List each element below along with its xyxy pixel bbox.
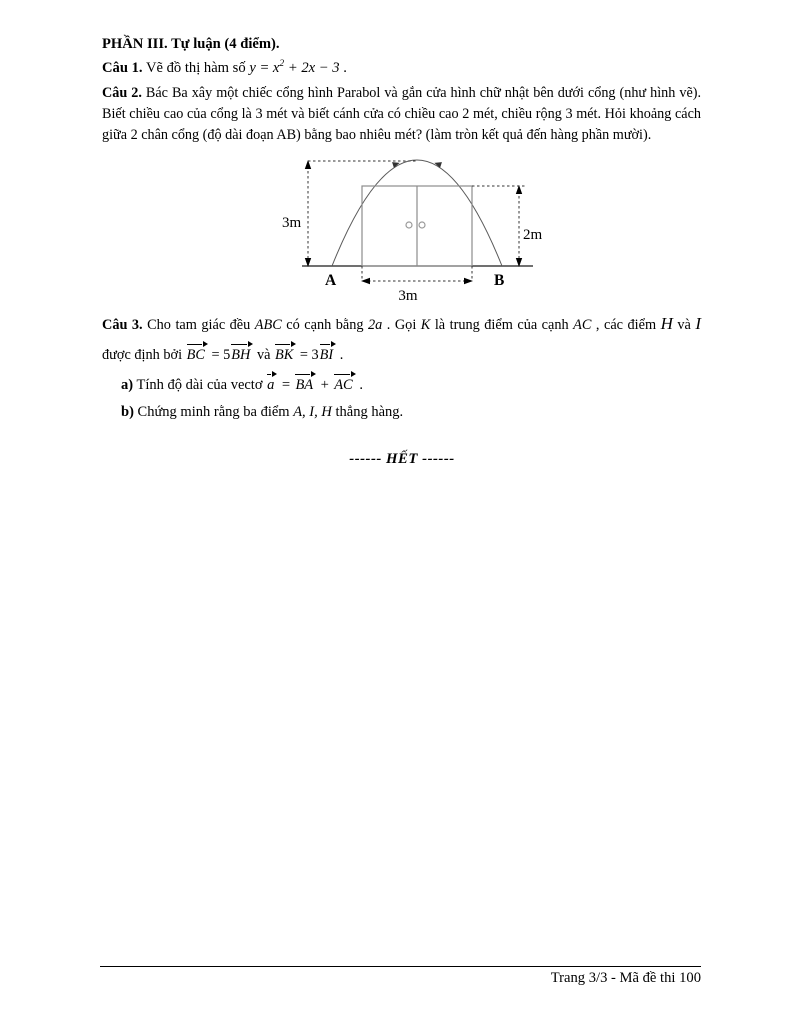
question-3-text6: và xyxy=(677,317,691,333)
question-1-period: . xyxy=(343,59,347,76)
plus-sign: + xyxy=(319,377,330,393)
triangle-name: ABC xyxy=(254,317,282,333)
vector-bc: BC xyxy=(186,347,208,362)
question-3-line1 xyxy=(102,310,701,340)
formula-exponent: 2 xyxy=(279,59,285,69)
question-3-text5: , các điểm xyxy=(595,317,657,333)
question-3-text3: . Gọi xyxy=(386,317,417,333)
collinear-points: A, I, H xyxy=(293,404,332,420)
door-width-arrow-right xyxy=(464,278,473,284)
vector-bk: BK xyxy=(274,347,296,362)
vector-ba: BA xyxy=(294,377,316,393)
page-footer: Trang 3/3 - Mã đề thi 100 xyxy=(550,970,701,986)
item-a-text: Tính độ dài của vectơ xyxy=(136,377,263,393)
gate-figure-svg xyxy=(275,148,547,310)
relation-1: = 5 xyxy=(211,347,231,363)
question-2-text2: Biết chiều cao của cổng là 3 mét và biết cánh cửa có chiều cao 2 mét, chiều rộng 3 mét. Hỏi khoảng cách xyxy=(102,106,701,122)
item-b-label: b) xyxy=(121,404,134,420)
question-3-text7: được định bởi xyxy=(102,347,183,363)
question-1-formula xyxy=(249,60,339,76)
item-a-period: . xyxy=(359,377,363,393)
question-3-text4: là trung điểm của cạnh xyxy=(434,317,569,333)
question-2-text3: giữa 2 chân cổng (độ dài đoạn AB) bằng bao nhiêu mét? (làm tròn kết quả đến hàng phần mười). xyxy=(102,127,652,143)
question-1-text: Vẽ đồ thị hàm số xyxy=(145,59,246,76)
vector-bi: BI xyxy=(319,347,337,362)
question-1 xyxy=(102,59,742,77)
door-width-arrow-left xyxy=(361,278,370,284)
question-3-period: . xyxy=(339,347,344,363)
item-b-text: Chứng minh rằng ba điểm xyxy=(137,404,290,420)
segment-ac: AC xyxy=(573,317,592,333)
question-2-line3 xyxy=(102,125,701,146)
door-height-label: 2m xyxy=(523,227,543,243)
end-of-exam-marker: ------ HẾT ------ xyxy=(349,451,455,467)
point-k: K xyxy=(420,317,431,333)
question-2 xyxy=(102,83,701,146)
section-heading: PHẦN III. Tự luận (4 điểm). xyxy=(102,36,280,52)
item-b-tail: thẳng hàng. xyxy=(335,404,404,420)
point-h: H xyxy=(660,314,673,333)
question-2-label: Câu 2. xyxy=(102,85,142,101)
door-height-arrow-top xyxy=(516,185,522,194)
formula-tail: + 2x − 3 xyxy=(284,59,340,76)
point-a-label: A xyxy=(325,272,337,289)
point-i: I xyxy=(695,314,701,333)
question-1-label: Câu 1. xyxy=(102,59,143,76)
vector-a: a xyxy=(266,377,277,393)
question-2-line2 xyxy=(102,104,701,125)
question-3 xyxy=(102,310,701,370)
door-handle-left xyxy=(406,222,412,228)
side-length: 2a xyxy=(368,317,383,333)
question-3-label: Câu 3. xyxy=(102,317,143,333)
door-width-label: 3m xyxy=(398,288,418,304)
question-2-line1 xyxy=(102,83,701,104)
footer-divider xyxy=(100,966,701,967)
item-a-label: a) xyxy=(121,377,134,393)
vector-bh: BH xyxy=(230,347,253,362)
question-2-text1: Bác Ba xây một chiếc cổng hình Parabol và gắn cửa hình chữ nhật bên dưới cổng (như hình vẽ). xyxy=(145,85,702,101)
question-3-line2 xyxy=(102,340,701,370)
parabola-gate-figure xyxy=(275,148,547,310)
question-3-text1: Cho tam giác đều xyxy=(147,317,251,333)
formula-base: y = x xyxy=(249,59,280,76)
equals-sign: = xyxy=(281,377,291,393)
door-handle-right xyxy=(419,222,425,228)
arch-height-label: 3m xyxy=(282,215,302,231)
relation-2: = 3 xyxy=(299,347,319,363)
question-3-item-b xyxy=(121,404,701,421)
question-3-text2: có cạnh bằng xyxy=(286,317,364,333)
vector-ac: AC xyxy=(333,377,356,393)
question-3-text8: và xyxy=(256,347,271,363)
question-3-item-a xyxy=(121,377,701,394)
point-b-label: B xyxy=(494,272,505,289)
